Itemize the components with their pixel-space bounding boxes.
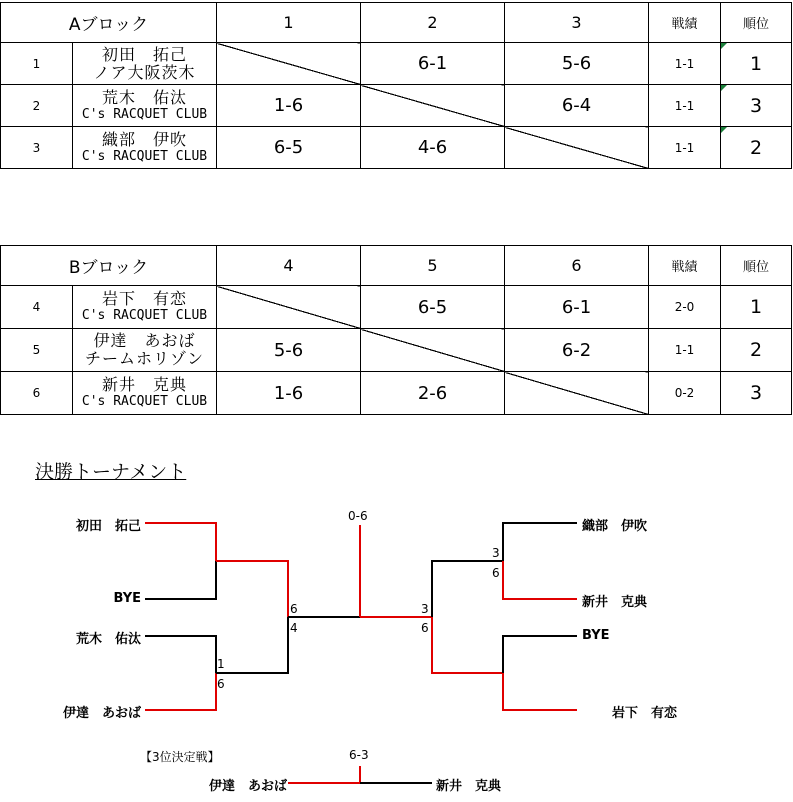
score-cell: 5-6 bbox=[217, 329, 361, 372]
col-header: 4 bbox=[217, 246, 361, 286]
col-header: 3 bbox=[505, 3, 649, 43]
block-a-title: Aブロック bbox=[1, 3, 217, 43]
score-cell: 1-6 bbox=[217, 372, 361, 415]
third-place-title: 【3位決定戦】 bbox=[140, 750, 220, 764]
score-cell: 5-6 bbox=[505, 43, 649, 85]
player-name: 初田 拓己 bbox=[102, 44, 188, 64]
bracket-line bbox=[503, 673, 577, 710]
rank-cell: 2 bbox=[721, 127, 792, 169]
player-name: 伊達 あおば bbox=[93, 331, 196, 350]
player-number: 3 bbox=[1, 127, 73, 169]
third-place-score: 6-3 bbox=[349, 748, 369, 762]
bracket-player: 織部 伊吹 bbox=[582, 519, 648, 534]
bracket-player: 伊達 あおば bbox=[208, 779, 287, 794]
block-b-title: Bブロック bbox=[1, 246, 217, 286]
bracket-line bbox=[145, 561, 216, 599]
bracket-line bbox=[145, 523, 216, 561]
player-number: 6 bbox=[1, 372, 73, 415]
player-number: 2 bbox=[1, 85, 73, 127]
rank-cell: 1 bbox=[721, 286, 792, 329]
score-cell: 4-6 bbox=[361, 127, 505, 169]
match-score: 4 bbox=[290, 621, 298, 635]
rank-cell: 2 bbox=[721, 329, 792, 372]
record-cell: 1-1 bbox=[649, 85, 721, 127]
bracket-line bbox=[216, 617, 288, 673]
bracket-line bbox=[503, 636, 577, 673]
score-cell: 6-1 bbox=[361, 43, 505, 85]
match-score: 3 bbox=[492, 546, 500, 560]
bracket-player: BYE bbox=[582, 628, 610, 643]
bracket-line bbox=[288, 766, 360, 783]
match-score: 6 bbox=[421, 621, 429, 635]
match-score: 3 bbox=[421, 602, 429, 616]
bracket-line bbox=[432, 617, 503, 673]
match-score: 6 bbox=[217, 677, 225, 691]
player-club: C's RACQUET CLUB bbox=[81, 308, 208, 323]
player-number: 4 bbox=[1, 286, 73, 329]
player-club: チームホリゾン bbox=[85, 349, 205, 368]
bracket-player: 伊達 あおば bbox=[62, 706, 141, 721]
record-cell: 1-1 bbox=[649, 43, 721, 85]
score-cell: 2-6 bbox=[361, 372, 505, 415]
player-club: C's RACQUET CLUB bbox=[81, 106, 208, 122]
rank-header: 順位 bbox=[721, 3, 792, 43]
player-name: 岩下 有恋 bbox=[102, 289, 188, 308]
player-club: C's RACQUET CLUB bbox=[81, 394, 208, 409]
bracket-player: 初田 拓己 bbox=[75, 519, 141, 534]
rank-header: 順位 bbox=[721, 246, 792, 286]
record-cell: 2-0 bbox=[649, 286, 721, 329]
match-score: 1 bbox=[217, 657, 225, 671]
rank-cell: 3 bbox=[721, 85, 792, 127]
player-club: ノア大阪茨木 bbox=[93, 62, 196, 82]
col-header: 5 bbox=[361, 246, 505, 286]
bracket-player: BYE bbox=[113, 591, 141, 606]
score-cell: 6-5 bbox=[361, 286, 505, 329]
record-header: 戦績 bbox=[649, 246, 721, 286]
score-cell: 6-5 bbox=[217, 127, 361, 169]
bracket-line bbox=[503, 523, 577, 561]
col-header: 6 bbox=[505, 246, 649, 286]
rank-cell: 1 bbox=[721, 43, 792, 85]
player-club: C's RACQUET CLUB bbox=[81, 148, 208, 164]
bracket-player: 新井 克典 bbox=[582, 595, 648, 610]
bracket-line bbox=[145, 636, 216, 673]
score-cell: 1-6 bbox=[217, 85, 361, 127]
player-number: 1 bbox=[1, 43, 73, 85]
bracket-player: 荒木 佑汰 bbox=[75, 632, 141, 647]
bracket-player: 岩下 有恋 bbox=[612, 706, 678, 721]
player-name: 荒木 佑汰 bbox=[102, 87, 188, 107]
score-cell: 6-4 bbox=[505, 85, 649, 127]
bracket-line bbox=[216, 561, 288, 617]
bracket-player: 新井 克典 bbox=[436, 779, 502, 794]
final-score: 0-6 bbox=[348, 509, 368, 523]
player-name: 織部 伊吹 bbox=[102, 129, 188, 149]
score-cell: 6-2 bbox=[505, 329, 649, 372]
player-number: 5 bbox=[1, 329, 73, 372]
score-cell: 6-1 bbox=[505, 286, 649, 329]
bracket-line bbox=[145, 673, 216, 710]
col-header: 1 bbox=[217, 3, 361, 43]
record-cell: 1-1 bbox=[649, 329, 721, 372]
player-name: 新井 克典 bbox=[102, 375, 188, 394]
rank-cell: 3 bbox=[721, 372, 792, 415]
col-header: 2 bbox=[361, 3, 505, 43]
bracket-line bbox=[503, 561, 577, 599]
record-cell: 1-1 bbox=[649, 127, 721, 169]
match-score: 6 bbox=[492, 566, 500, 580]
match-score: 6 bbox=[290, 602, 298, 616]
tournament-title: 決勝トーナメント bbox=[35, 461, 187, 483]
record-cell: 0-2 bbox=[649, 372, 721, 415]
record-header: 戦績 bbox=[649, 3, 721, 43]
